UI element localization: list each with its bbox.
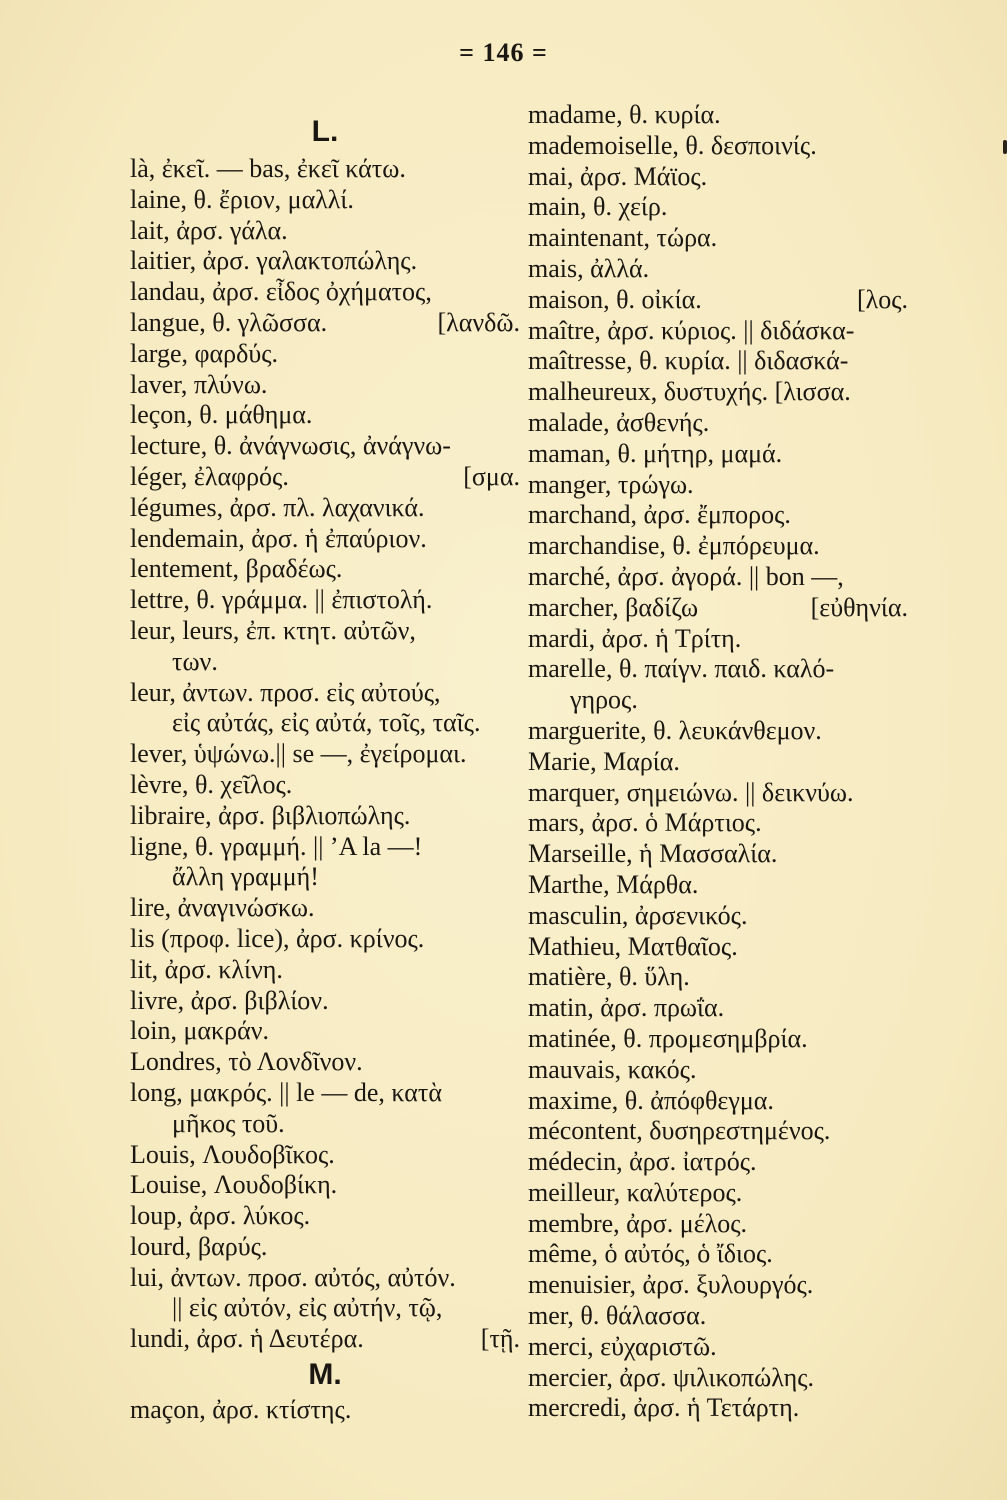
- entry-text: menuisier, ἀρσ. ξυλουργός.: [528, 1270, 814, 1300]
- entry-text: ligne, θ. γραμμή. || ʼA la —!: [130, 831, 423, 861]
- dictionary-entry: [130, 308, 520, 339]
- dictionary-entry: [130, 647, 520, 678]
- entry-text: lèvre, θ. χεῖλος.: [130, 769, 293, 799]
- entry-text: lire, ἀναγινώσκω.: [130, 893, 315, 923]
- dictionary-entry: [528, 1055, 908, 1086]
- entry-text: laitier, ἀρσ. γαλακτοπώλης.: [130, 246, 418, 276]
- entry-text: léger, ἐλαφρός.: [130, 461, 289, 491]
- dictionary-entry: [528, 808, 908, 839]
- entry-continuation-fragment: [τῇ.: [480, 1324, 520, 1354]
- left-entries-after: [130, 1395, 520, 1426]
- entry-text: livre, ἀρσ. βιβλίον.: [130, 985, 329, 1015]
- dictionary-entry: [130, 185, 520, 216]
- dictionary-entry: [528, 593, 908, 624]
- entry-text: mai, ἀρσ. Μάϊος.: [528, 161, 708, 191]
- dictionary-entry: [130, 524, 520, 555]
- dictionary-entry: [528, 316, 908, 347]
- entry-text: mauvais, κακός.: [528, 1054, 697, 1084]
- entry-text: lundi, ἀρσ. ἡ Δευτέρα.: [130, 1324, 364, 1354]
- entry-text: maison, θ. οἰκία.: [528, 284, 702, 314]
- entry-text: leur, ἀντων. προσ. εἰς αὐτούς,: [130, 677, 441, 707]
- entry-text: marquer, σημειώνω. || δεικνύω.: [528, 777, 854, 807]
- dictionary-entry: [528, 192, 908, 223]
- dictionary-entry: [528, 531, 908, 562]
- dictionary-entry: [528, 778, 908, 809]
- dictionary-entry: [528, 470, 908, 501]
- dictionary-entry: [130, 616, 520, 647]
- entry-text: matinée, θ. προμεσημβρία.: [528, 1023, 808, 1053]
- entry-text: lourd, βαρύς.: [130, 1231, 268, 1261]
- dictionary-entry: [130, 708, 520, 739]
- entry-text: meilleur, καλύτερος.: [528, 1177, 743, 1207]
- dictionary-entry: [528, 962, 908, 993]
- dictionary-entry: [528, 377, 908, 408]
- entry-text: maîtresse, θ. κυρία. || διδασκά-: [528, 346, 849, 376]
- dictionary-entry: [130, 493, 520, 524]
- dictionary-entry: [528, 1332, 908, 1363]
- entry-text: maçon, ἀρσ. κτίστης.: [130, 1395, 352, 1425]
- entry-text: γηρος.: [570, 685, 638, 715]
- dictionary-entry: [130, 370, 520, 401]
- dictionary-entry: [528, 1147, 908, 1178]
- dictionary-entry: [528, 285, 908, 316]
- dictionary-entry: [130, 1293, 520, 1324]
- dictionary-entry: [130, 1170, 520, 1201]
- dictionary-entry: [130, 893, 520, 924]
- entry-text: marcher, βαδίζω: [528, 592, 699, 622]
- entry-text: mais, ἀλλά.: [528, 253, 650, 283]
- dictionary-entry: [528, 408, 908, 439]
- right-entries: [528, 100, 908, 1424]
- dictionary-entry: [130, 832, 520, 863]
- entry-text: lit, ἀρσ. κλίνη.: [130, 954, 283, 984]
- dictionary-entry: [528, 1024, 908, 1055]
- dictionary-entry: [130, 1395, 520, 1426]
- dictionary-entry: [130, 1201, 520, 1232]
- dictionary-entry: [130, 431, 520, 462]
- entry-text: merci, εὐχαριστῶ.: [528, 1331, 717, 1361]
- entry-text: Marthe, Μάρθα.: [528, 869, 699, 899]
- dictionary-entry: [130, 801, 520, 832]
- dictionary-entry: [130, 1324, 520, 1355]
- right-column: [528, 100, 908, 1424]
- dictionary-entry: [528, 839, 908, 870]
- dictionary-entry: [528, 1301, 908, 1332]
- entry-text: || εἰς αὐτόν, εἰς αὐτήν, τῷ,: [172, 1293, 443, 1323]
- entry-text: main, θ. χείρ.: [528, 192, 668, 222]
- left-entries: [130, 154, 520, 1355]
- dictionary-entry: [528, 562, 908, 593]
- entry-text: médecin, ἀρσ. ἰατρός.: [528, 1147, 757, 1177]
- entry-text: landau, ἀρσ. εἶδος ὀχήματος,: [130, 277, 432, 307]
- dictionary-entry: [528, 346, 908, 377]
- dictionary-entry: [130, 554, 520, 585]
- dictionary-entry: [130, 862, 520, 893]
- dictionary-entry: [528, 439, 908, 470]
- dictionary-entry: [130, 1232, 520, 1263]
- entry-text: lui, ἀντων. προσ. αὐτός, αὐτόν.: [130, 1262, 456, 1292]
- entry-text: mademoiselle, θ. δεσποινίς.: [528, 130, 817, 160]
- entry-continuation-fragment: [λος.: [856, 284, 908, 314]
- dictionary-entry: [130, 339, 520, 370]
- entry-text: libraire, ἀρσ. βιβλιοπώλης.: [130, 800, 411, 830]
- dictionary-entry: [130, 1140, 520, 1171]
- dictionary-entry: [130, 678, 520, 709]
- dictionary-entry: [130, 955, 520, 986]
- entry-text: των.: [172, 646, 218, 676]
- dictionary-entry: [528, 100, 908, 131]
- entry-text: marchand, ἀρσ. ἔμπορος.: [528, 500, 791, 530]
- dictionary-entry: [130, 246, 520, 277]
- section-heading-l: L.: [311, 115, 339, 148]
- dictionary-entry: [528, 654, 908, 685]
- entry-text: mars, ἀρσ. ὁ Μάρτιος.: [528, 808, 762, 838]
- dictionary-entry: [528, 223, 908, 254]
- dictionary-entry: [528, 500, 908, 531]
- dictionary-entry: [130, 1078, 520, 1109]
- dictionary-entry: [130, 462, 520, 493]
- dictionary-entry: [130, 1016, 520, 1047]
- entry-text: langue, θ. γλῶσσα.: [130, 307, 328, 337]
- entry-text: maman, θ. μήτηρ, μαμά.: [528, 438, 783, 468]
- entry-text: matin, ἀρσ. πρωΐα.: [528, 993, 725, 1023]
- entry-text: marché, ἀρσ. ἀγορά. || bon —,: [528, 561, 844, 591]
- entry-text: leçon, θ. μάθημα.: [130, 400, 313, 430]
- entry-text: mercredi, ἀρσ. ἡ Τετάρτη.: [528, 1393, 800, 1423]
- page-number: = 146 =: [459, 38, 548, 67]
- entry-text: mer, θ. θάλασσα.: [528, 1301, 707, 1331]
- entry-text: lis (προφ. lice), ἀρσ. κρίνος.: [130, 923, 425, 953]
- dictionary-entry: [528, 1178, 908, 1209]
- dictionary-entry: [528, 993, 908, 1024]
- dictionary-entry: [130, 585, 520, 616]
- dictionary-entry: [528, 870, 908, 901]
- dictionary-entry: [130, 154, 520, 185]
- dictionary-entry: [130, 770, 520, 801]
- entry-text: mardi, ἀρσ. ἡ Τρίτη.: [528, 623, 742, 653]
- entry-text: malade, ἀσθενής.: [528, 407, 710, 437]
- entry-text: malheureux, δυστυχής. [λισσα.: [528, 377, 851, 407]
- entry-text: lettre, θ. γράμμα. || ἐπιστολή.: [130, 585, 433, 615]
- entry-text: masculin, ἀρσενικός.: [528, 900, 748, 930]
- dictionary-entry: [130, 400, 520, 431]
- entry-text: mercier, ἀρσ. ψιλικοπώλης.: [528, 1362, 815, 1392]
- entry-text: Marseille, ἡ Μασσαλία.: [528, 839, 778, 869]
- entry-continuation-fragment: [λανδῶ.: [437, 307, 520, 337]
- dictionary-entry: [528, 1086, 908, 1117]
- entry-text: maintenant, τώρα.: [528, 223, 718, 253]
- entry-text: Marie, Μαρία.: [528, 746, 680, 776]
- dictionary-entry: [528, 254, 908, 285]
- entry-text: laine, θ. ἔριον, μαλλί.: [130, 184, 354, 214]
- entry-text: εἰς αὐτάς, εἰς αὐτά, τοῖς, ταῖς.: [172, 708, 481, 738]
- entry-text: leur, leurs, ἐπ. κτητ. αὐτῶν,: [130, 615, 416, 645]
- dictionary-entry: [528, 131, 908, 162]
- entry-text: Louis, Λουδοβῖκος.: [130, 1139, 335, 1169]
- entry-text: laver, πλύνω.: [130, 369, 268, 399]
- dictionary-entry: [130, 277, 520, 308]
- dictionary-entry: [528, 1270, 908, 1301]
- entry-text: lait, ἀρσ. γάλα.: [130, 215, 288, 245]
- entry-continuation-fragment: [σμα.: [463, 461, 520, 491]
- dictionary-entry: [528, 1116, 908, 1147]
- dictionary-entry: [528, 162, 908, 193]
- entry-continuation-fragment: [εὐθηνία.: [810, 592, 908, 622]
- entry-text: maxime, θ. ἀπόφθεγμα.: [528, 1085, 774, 1115]
- entry-text: marelle, θ. παίγν. παιδ. καλό-: [528, 654, 835, 684]
- entry-text: loup, ἀρσ. λύκος.: [130, 1201, 311, 1231]
- entry-text: madame, θ. κυρία.: [528, 100, 721, 129]
- entry-text: légumes, ἀρσ. πλ. λαχανικά.: [130, 492, 425, 522]
- dictionary-entry: [130, 1109, 520, 1140]
- dictionary-entry: [528, 1239, 908, 1270]
- entry-text: manger, τρώγω.: [528, 469, 694, 499]
- dictionary-entry: [528, 1393, 908, 1424]
- entry-text: long, μακρός. || le — de, κατὰ: [130, 1077, 442, 1107]
- left-column: [130, 100, 520, 1426]
- dictionary-entry: [130, 924, 520, 955]
- entry-text: lecture, θ. ἀνάγνωσις, ἀνάγνω-: [130, 431, 451, 461]
- entry-text: lendemain, ἀρσ. ἡ ἐπαύριον.: [130, 523, 427, 553]
- entry-text: Londres, τὸ Λονδῖνον.: [130, 1047, 363, 1077]
- entry-text: marguerite, θ. λευκάνθεμον.: [528, 715, 822, 745]
- entry-text: là, ἐκεῖ. — bas, ἐκεῖ κάτω.: [130, 154, 406, 183]
- dictionary-entry: [130, 216, 520, 247]
- entry-text: μῆκος τοῦ.: [172, 1108, 285, 1138]
- entry-text: ἄλλη γραμμή!: [172, 862, 319, 892]
- entry-text: membre, ἀρσ. μέλος.: [528, 1208, 748, 1238]
- dictionary-entry: [528, 901, 908, 932]
- entry-text: même, ὁ αὐτός, ὁ ἴδιος.: [528, 1239, 773, 1269]
- dictionary-entry: [130, 739, 520, 770]
- entry-text: maître, ἀρσ. κύριος. || διδάσκα-: [528, 315, 855, 345]
- page-edge-mark: [1003, 140, 1007, 154]
- entry-text: large, φαρδύς.: [130, 338, 279, 368]
- section-heading-m: M.: [308, 1358, 342, 1392]
- dictionary-entry: [528, 1209, 908, 1240]
- dictionary-entry: [528, 624, 908, 655]
- entry-text: Mathieu, Ματθαῖος.: [528, 931, 738, 961]
- entry-text: mécontent, δυσηρεστημένος.: [528, 1116, 831, 1146]
- entry-text: marchandise, θ. ἐμπόρευμα.: [528, 531, 820, 561]
- dictionary-entry: [130, 1263, 520, 1294]
- entry-text: Louise, Λουδοβίκη.: [130, 1170, 338, 1200]
- entry-text: lentement, βραδέως.: [130, 554, 343, 584]
- dictionary-entry: [528, 685, 908, 716]
- dictionary-entry: [528, 1363, 908, 1394]
- entry-text: matière, θ. ὕλη.: [528, 962, 690, 992]
- dictionary-entry: [528, 716, 908, 747]
- dictionary-entry: [528, 747, 908, 778]
- entry-text: lever, ὑψώνω.|| se —, ἐγείρομαι.: [130, 739, 467, 769]
- dictionary-entry: [130, 1047, 520, 1078]
- dictionary-entry: [130, 986, 520, 1017]
- dictionary-entry: [528, 932, 908, 963]
- entry-text: loin, μακράν.: [130, 1016, 269, 1046]
